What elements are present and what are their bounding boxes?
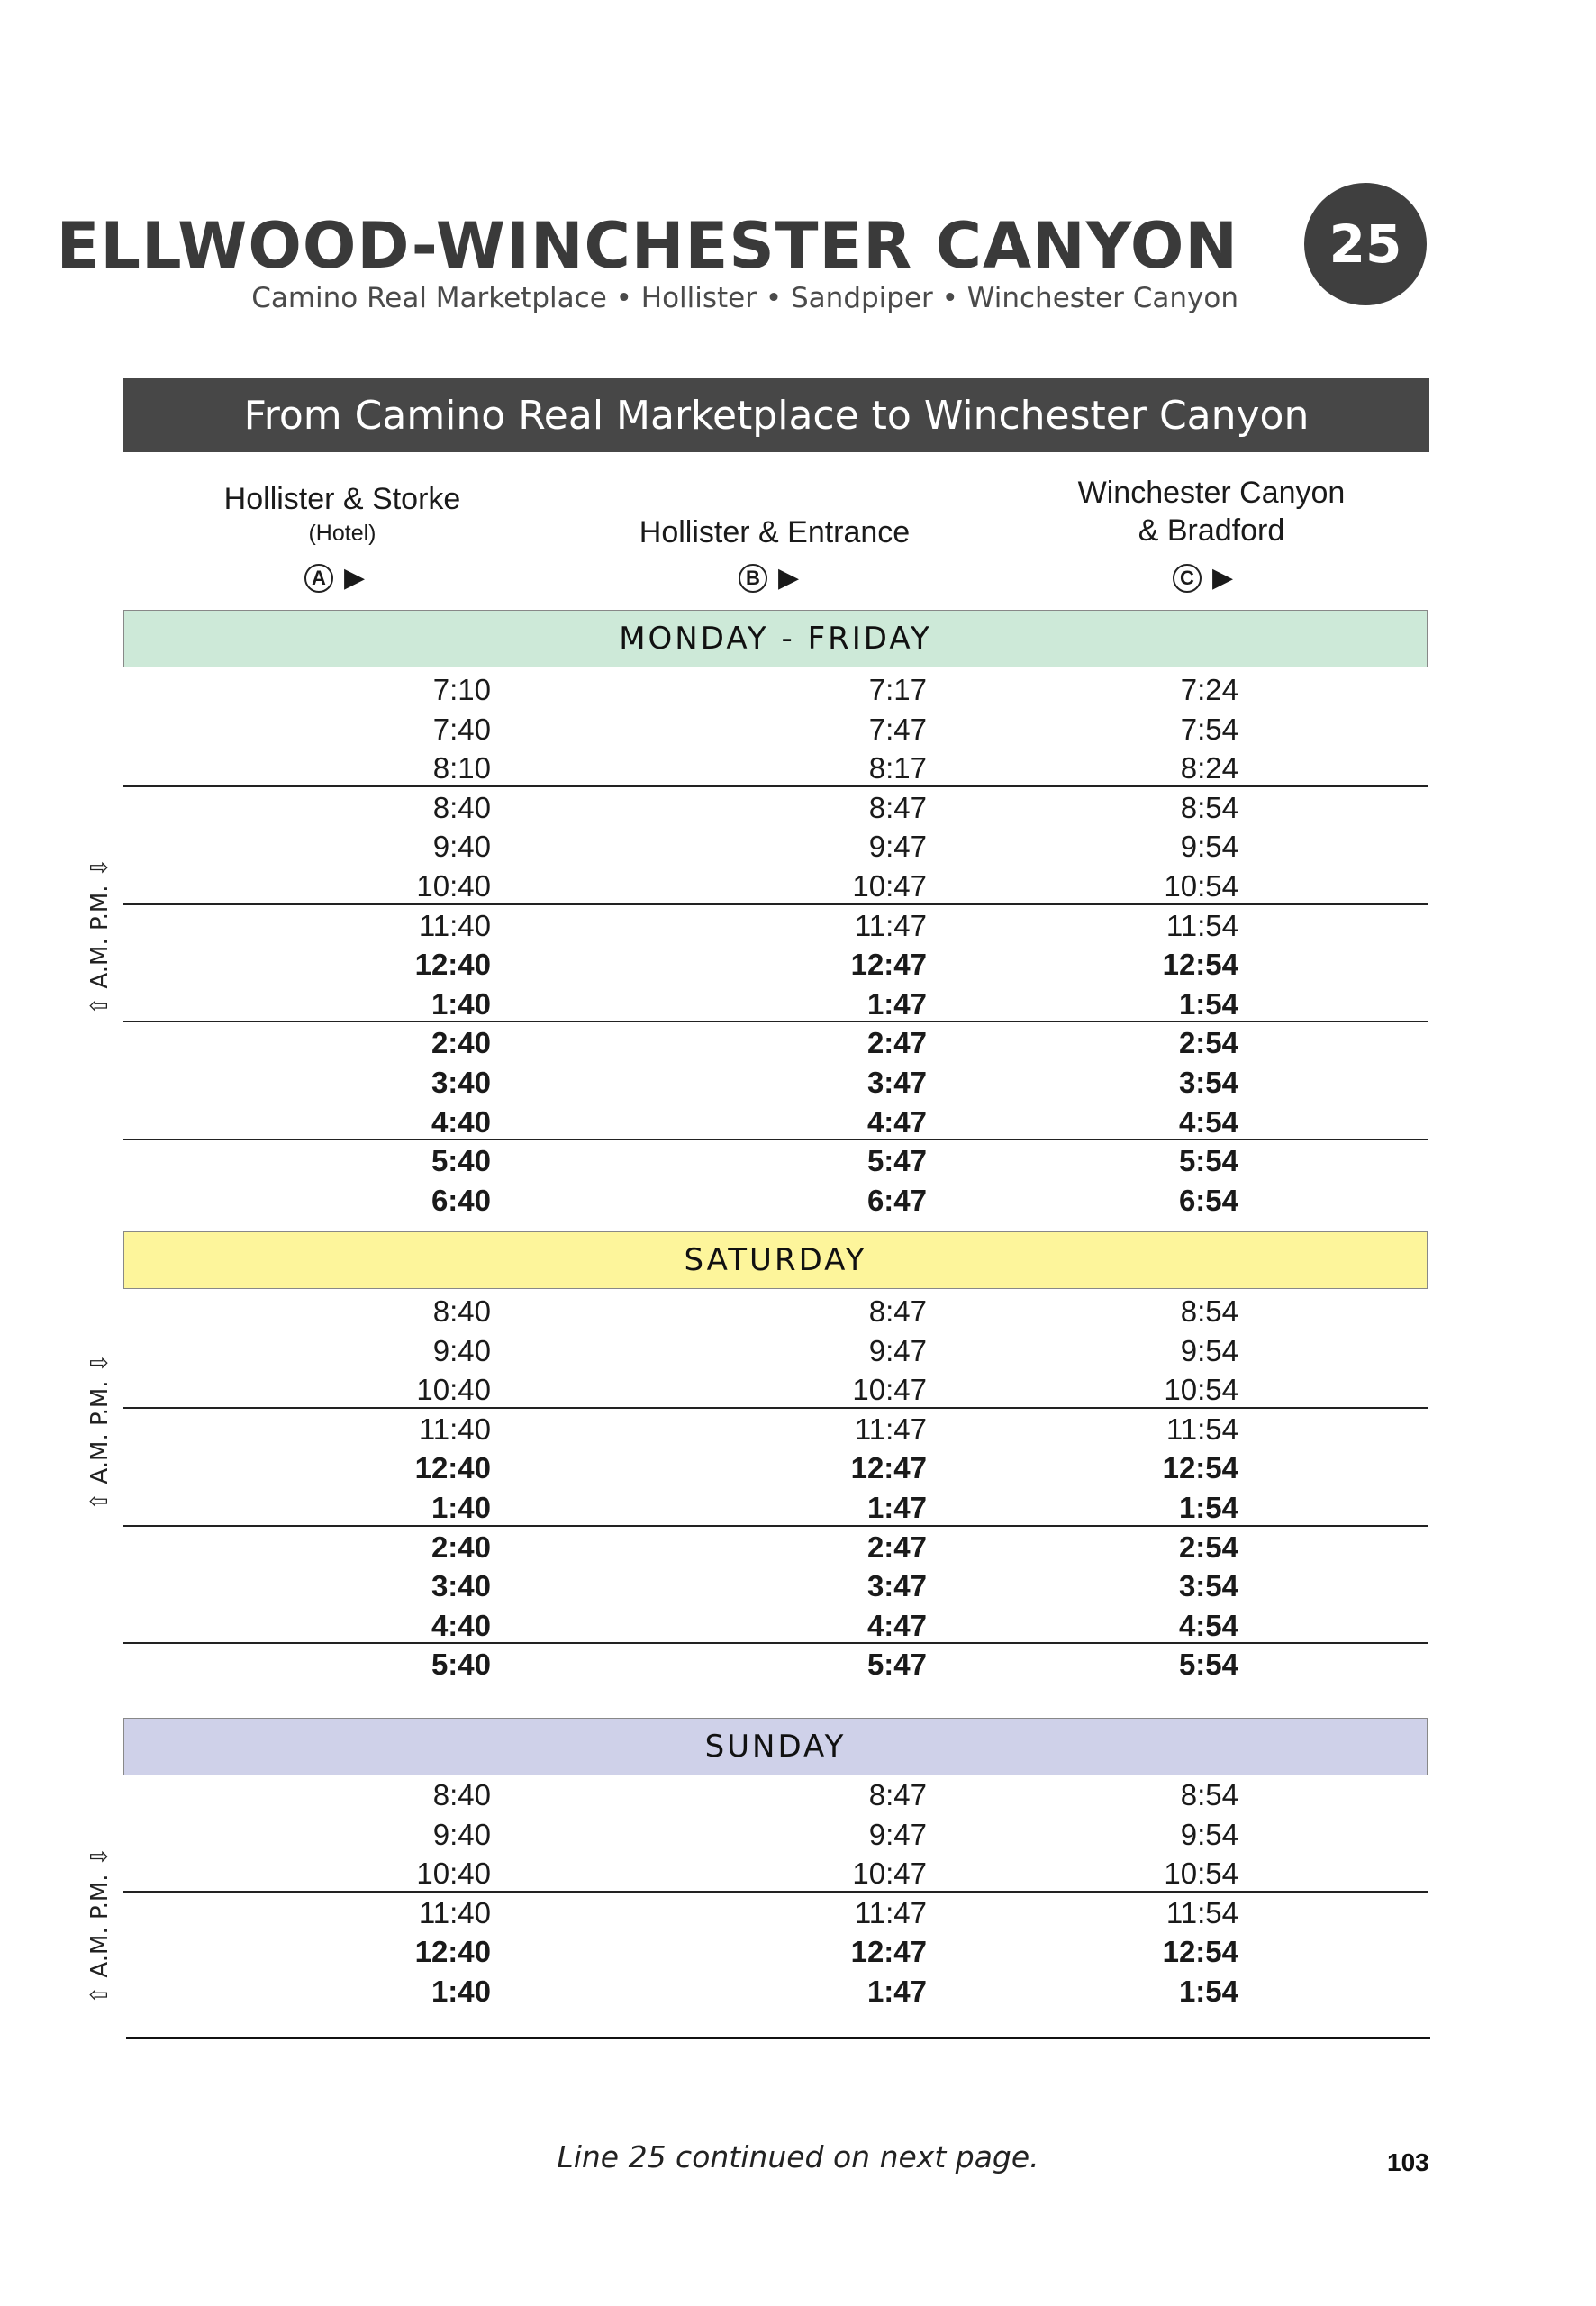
time-cell: 11:40	[418, 1895, 491, 1929]
time-cell: 12:54	[1162, 948, 1238, 982]
schedule-saturday	[123, 1291, 1428, 1684]
table-row	[123, 1062, 1428, 1102]
table-row	[123, 748, 1428, 787]
time-cell: 4:47	[866, 1608, 927, 1642]
time-cell: 10:47	[852, 1373, 927, 1407]
time-cell: 8:10	[432, 751, 491, 785]
table-row	[123, 1605, 1428, 1645]
time-cell: 3:54	[1178, 1065, 1238, 1099]
time-cell: 11:40	[418, 908, 491, 942]
ampm-label: ⇧ A.M. P.M. ⇩	[86, 1847, 113, 2005]
time-cell: 9:54	[1180, 830, 1238, 864]
time-cell: 10:54	[1164, 1373, 1238, 1407]
stop-name: Winchester Canyon & Bradford	[1077, 476, 1346, 548]
time-cell: 4:54	[1178, 1104, 1238, 1139]
table-row	[123, 669, 1428, 709]
time-cell: 12:54	[1162, 1451, 1238, 1485]
table-row	[123, 709, 1428, 749]
time-cell: 11:47	[854, 1412, 927, 1446]
time-cell: 1:54	[1178, 986, 1238, 1021]
time-cell: 8:17	[868, 751, 927, 785]
table-row	[123, 1814, 1428, 1854]
time-cell: 11:54	[1165, 1412, 1238, 1446]
time-cell: 1:54	[1178, 1974, 1238, 2008]
stop-header-c	[1049, 474, 1374, 549]
timepoint-a-icon: A	[304, 564, 333, 593]
time-cell: 3:40	[431, 1065, 491, 1099]
time-cell: 1:40	[431, 1974, 491, 2008]
stop-header-a	[180, 480, 504, 549]
timepoint-c	[1173, 562, 1233, 594]
time-cell: 2:40	[431, 1530, 491, 1564]
time-cell: 7:10	[432, 673, 491, 706]
time-cell: 8:40	[432, 790, 491, 824]
arrow-right-icon: ▶	[344, 563, 366, 593]
time-cell: 11:47	[854, 1895, 927, 1929]
table-row	[123, 1566, 1428, 1605]
page-subtitle: Camino Real Marketplace • Hollister • Sandpiper • Winchester Canyon	[251, 282, 1238, 314]
time-cell: 1:40	[431, 1490, 491, 1524]
time-cell: 10:40	[416, 1857, 491, 1891]
time-cell: 7:47	[868, 712, 927, 746]
day-header-weekday: MONDAY - FRIDAY	[123, 610, 1428, 667]
time-cell: 9:40	[432, 1817, 491, 1851]
time-cell: 12:47	[850, 1935, 927, 1969]
time-cell: 9:47	[868, 1333, 927, 1367]
time-cell: 10:47	[852, 868, 927, 903]
time-cell: 1:47	[866, 1490, 927, 1524]
time-cell: 8:47	[868, 790, 927, 824]
table-row	[123, 1102, 1428, 1141]
time-cell: 7:40	[432, 712, 491, 746]
schedule-weekday	[123, 669, 1428, 1219]
time-cell: 5:47	[866, 1144, 927, 1178]
time-cell: 7:54	[1180, 712, 1238, 746]
table-row	[123, 1291, 1428, 1330]
continued-note: Line 25 continued on next page.	[557, 2139, 1039, 2174]
time-cell: 7:24	[1180, 673, 1238, 706]
table-row	[123, 1369, 1428, 1409]
time-cell: 10:40	[416, 1373, 491, 1407]
time-cell: 4:54	[1178, 1608, 1238, 1642]
time-cell: 4:47	[866, 1104, 927, 1139]
table-bottom-rule	[126, 2037, 1430, 2039]
time-cell: 11:54	[1165, 1895, 1238, 1929]
timepoint-a	[304, 562, 365, 594]
time-cell: 8:54	[1180, 1778, 1238, 1811]
time-cell: 2:47	[866, 1026, 927, 1060]
time-cell: 4:40	[431, 1608, 491, 1642]
stop-name: Hollister & Storke	[223, 482, 461, 516]
table-row	[123, 1893, 1428, 1932]
time-cell: 4:40	[431, 1104, 491, 1139]
time-cell: 5:40	[431, 1648, 491, 1682]
time-cell: 9:54	[1180, 1333, 1238, 1367]
time-cell: 9:54	[1180, 1817, 1238, 1851]
table-row	[123, 1409, 1428, 1448]
day-header-saturday: SATURDAY	[123, 1231, 1428, 1289]
time-cell: 1:47	[866, 1974, 927, 2008]
table-row	[123, 905, 1428, 945]
time-cell: 1:47	[866, 986, 927, 1021]
table-row	[123, 866, 1428, 905]
timepoint-b	[739, 562, 799, 594]
time-cell: 12:40	[414, 1451, 491, 1485]
time-cell: 3:47	[866, 1065, 927, 1099]
time-cell: 8:54	[1180, 1294, 1238, 1328]
time-cell: 10:47	[852, 1857, 927, 1891]
time-cell: 10:40	[416, 868, 491, 903]
time-cell: 3:40	[431, 1569, 491, 1603]
time-cell: 1:40	[431, 986, 491, 1021]
table-row	[123, 1180, 1428, 1220]
table-row	[123, 944, 1428, 984]
stop-header-b	[612, 513, 937, 551]
time-cell: 9:40	[432, 830, 491, 864]
direction-bar: From Camino Real Marketplace to Winchester Canyon	[123, 378, 1429, 452]
time-cell: 9:40	[432, 1333, 491, 1367]
time-cell: 2:54	[1178, 1026, 1238, 1060]
time-cell: 2:47	[866, 1530, 927, 1564]
table-row	[123, 787, 1428, 827]
time-cell: 7:17	[868, 673, 927, 706]
time-cell: 12:47	[850, 1451, 927, 1485]
time-cell: 12:40	[414, 948, 491, 982]
ampm-label: ⇧ A.M. P.M. ⇩	[86, 858, 113, 1016]
time-cell: 10:54	[1164, 1857, 1238, 1891]
page-number: 103	[1387, 2148, 1429, 2176]
table-row	[123, 1140, 1428, 1180]
day-header-sunday: SUNDAY	[123, 1718, 1428, 1775]
table-row	[123, 984, 1428, 1023]
stop-name: Hollister & Entrance	[639, 515, 911, 549]
time-cell: 2:54	[1178, 1530, 1238, 1564]
timepoint-b-icon: B	[739, 564, 767, 593]
time-cell: 3:54	[1178, 1569, 1238, 1603]
time-cell: 5:47	[866, 1648, 927, 1682]
time-cell: 8:40	[432, 1778, 491, 1811]
route-number-badge: 25	[1304, 183, 1427, 305]
time-cell: 8:24	[1180, 751, 1238, 785]
time-cell: 8:47	[868, 1778, 927, 1811]
timepoint-c-icon: C	[1173, 564, 1202, 593]
time-cell: 12:40	[414, 1935, 491, 1969]
table-row	[123, 1330, 1428, 1370]
schedule-sunday	[123, 1775, 1428, 2011]
time-cell: 6:54	[1178, 1183, 1238, 1217]
page-title: ELLWOOD-WINCHESTER CANYON	[56, 209, 1238, 283]
time-cell: 5:54	[1178, 1648, 1238, 1682]
stop-note: (Hotel)	[308, 521, 376, 546]
ampm-label: ⇧ A.M. P.M. ⇩	[86, 1353, 113, 1512]
time-cell: 8:40	[432, 1294, 491, 1328]
time-cell: 6:47	[866, 1183, 927, 1217]
table-row	[123, 1853, 1428, 1893]
time-cell: 10:54	[1164, 868, 1238, 903]
table-row	[123, 1487, 1428, 1527]
time-cell: 1:54	[1178, 1490, 1238, 1524]
time-cell: 2:40	[431, 1026, 491, 1060]
time-cell: 6:40	[431, 1183, 491, 1217]
time-cell: 3:47	[866, 1569, 927, 1603]
time-cell: 8:54	[1180, 790, 1238, 824]
time-cell: 11:54	[1165, 908, 1238, 942]
table-row	[123, 1931, 1428, 1971]
table-row	[123, 826, 1428, 866]
time-cell: 12:47	[850, 948, 927, 982]
table-row	[123, 1527, 1428, 1566]
table-row	[123, 1775, 1428, 1814]
time-cell: 12:54	[1162, 1935, 1238, 1969]
table-row	[123, 1022, 1428, 1062]
time-cell: 5:40	[431, 1144, 491, 1178]
time-cell: 9:47	[868, 830, 927, 864]
table-row	[123, 1644, 1428, 1684]
table-row	[123, 1971, 1428, 2011]
time-cell: 8:47	[868, 1294, 927, 1328]
time-cell: 11:40	[418, 1412, 491, 1446]
arrow-right-icon: ▶	[1212, 563, 1234, 593]
time-cell: 11:47	[854, 908, 927, 942]
arrow-right-icon: ▶	[778, 563, 800, 593]
time-cell: 9:47	[868, 1817, 927, 1851]
time-cell: 5:54	[1178, 1144, 1238, 1178]
table-row	[123, 1448, 1428, 1487]
